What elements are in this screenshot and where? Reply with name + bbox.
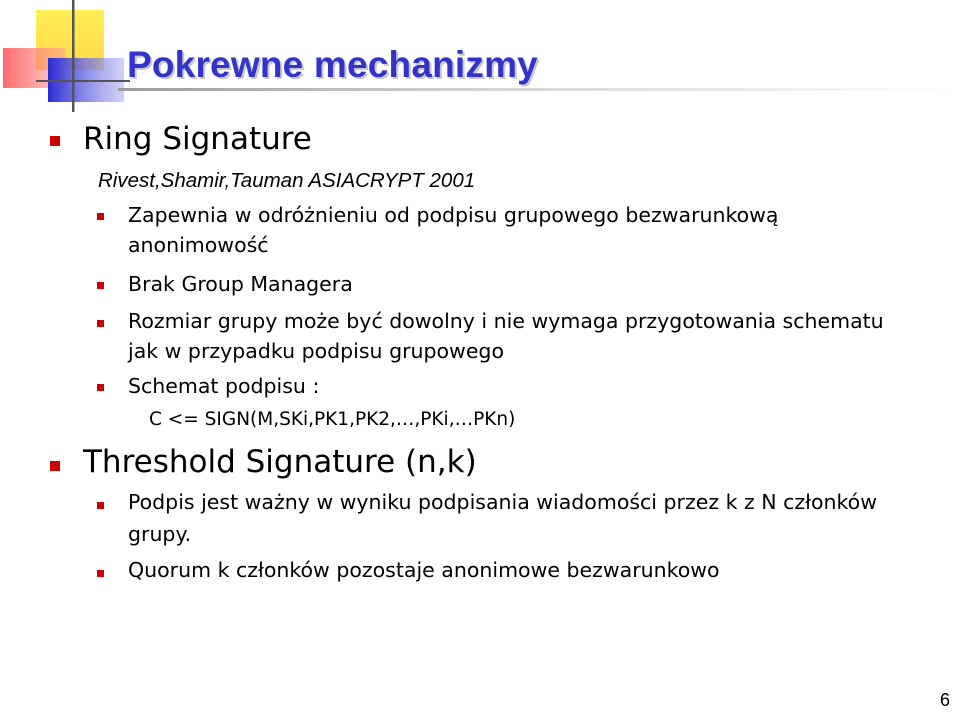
- bullet-icon: [97, 320, 104, 327]
- section-heading-ring-signature: Ring Signature: [83, 121, 312, 157]
- list-item: Quorum k członków pozostaje anonimowe bezwarunkowo: [128, 558, 720, 582]
- list-item: Brak Group Managera: [128, 272, 353, 296]
- page-number: 6: [939, 690, 950, 710]
- title-underline: [118, 88, 960, 91]
- bullet-icon: [97, 282, 104, 289]
- list-item: Schemat podpisu :: [128, 374, 320, 398]
- bullet-icon: [97, 502, 104, 509]
- section-heading-threshold-signature: Threshold Signature (n,k): [83, 444, 477, 480]
- citation: Rivest,Shamir,Tauman ASIACRYPT 2001: [98, 169, 476, 192]
- bullet-icon: [97, 384, 104, 391]
- list-item-continuation: anonimowość: [128, 233, 269, 257]
- list-item: Zapewnia w odróżnieniu od podpisu grupowego bezwarunkową: [128, 203, 779, 227]
- list-item: Rozmiar grupy może być dowolny i nie wymaga przygotowania schematu: [128, 309, 884, 333]
- corner-decoration: [0, 0, 130, 115]
- bullet-icon: [50, 136, 60, 146]
- slide-title: Pokrewne mechanizmy: [127, 44, 538, 85]
- bullet-icon: [97, 570, 104, 577]
- list-item-continuation: jak w przypadku podpisu grupowego: [128, 339, 504, 363]
- list-item-continuation: grupy.: [128, 522, 192, 546]
- bullet-icon: [97, 213, 104, 220]
- bullet-icon: [50, 461, 60, 471]
- signature-formula: C <= SIGN(M,SKi,PK1,PK2,…,PKi,…PKn): [149, 409, 516, 430]
- list-item: Podpis jest ważny w wyniku podpisania wiadomości przez k z N członków: [128, 490, 877, 514]
